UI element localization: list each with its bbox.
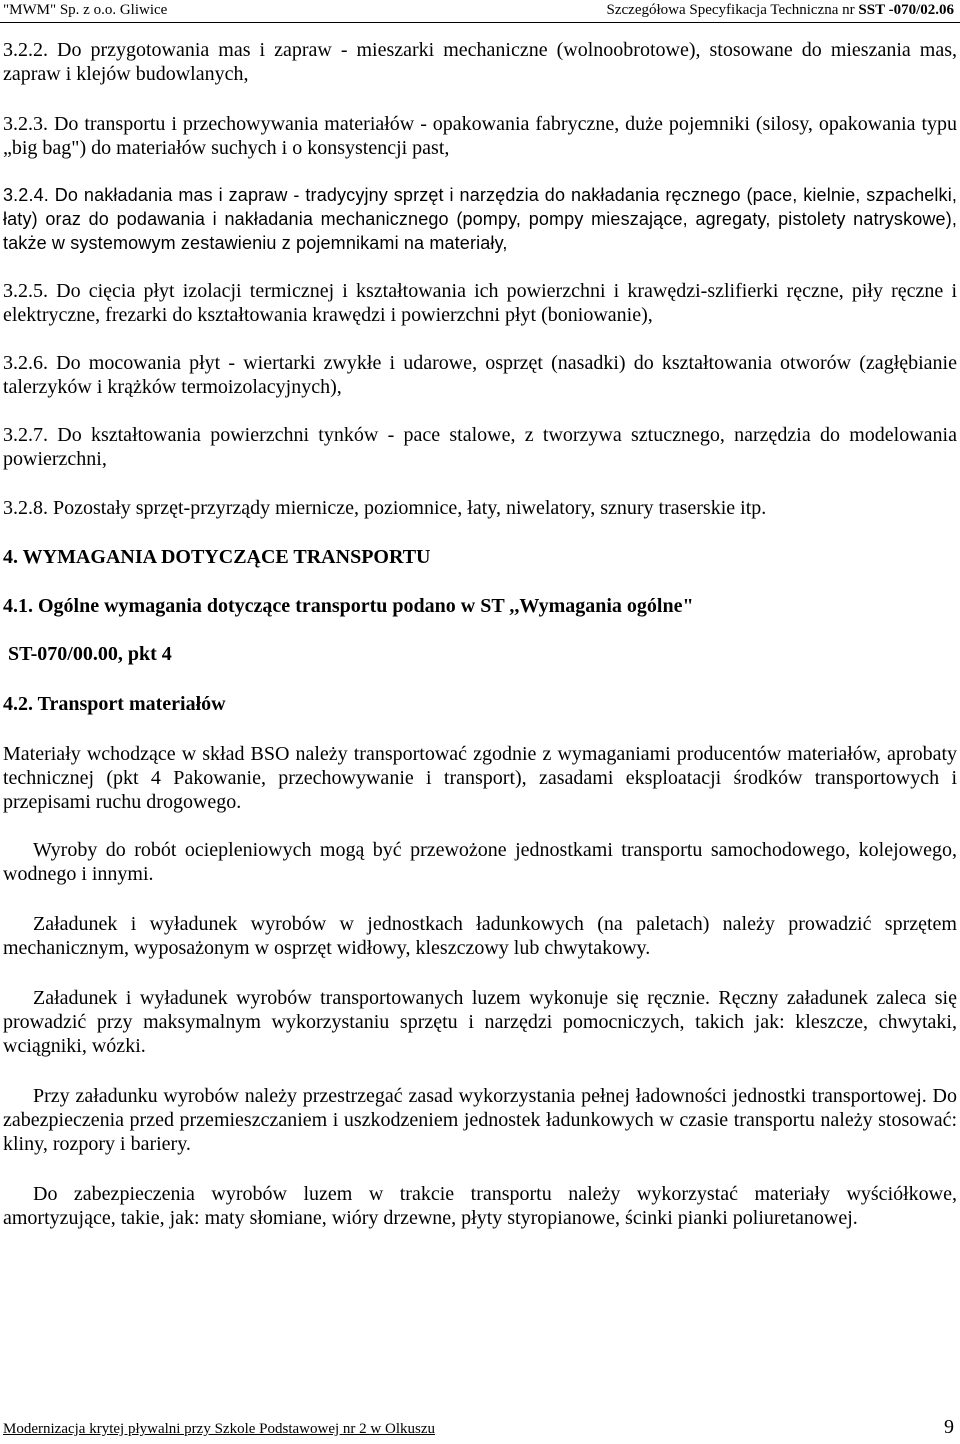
section-heading-4-2: 4.2. Transport materiałów [3, 693, 226, 715]
page-number: 9 [944, 1416, 954, 1438]
header-spec [607, 1, 954, 19]
paragraph-transport-5: Przy załadunku wyrobów należy przestrzegać zasad wykorzystania pełnej ładowności jednostki transportowej. Do zabezpieczenia przed przemieszczaniem i uszkodzeniem jednostek ładunkowych w czasie transportu należy stosować: kliny, rozpory i bariery. [3, 1085, 957, 1155]
paragraph-3-2-5: 3.2.5. Do cięcia płyt izolacji termicznej i kształtowania ich powierzchni i krawędzi-szlifierki ręczne, piły ręczne i elektryczne, frezarki do kształtowania krawędzi i powierzchni płyt (boniowanie), [3, 280, 957, 326]
paragraph-3-2-4: 3.2.4. Do nakładania mas i zapraw - tradycyjny sprzęt i narzędzia do nakładania ręcznego (pace, kielnie, szpachelki, łaty) oraz do podawania i nakładania mechanicznego (pompy, pompy mieszające, agregaty, pistolety natryskowe), także w systemowym zestawieniu z pojemnikami na materiały, [3, 185, 957, 253]
section-heading-4-1: 4.1. Ogólne wymagania dotyczące transportu podano w ST ,,Wymagania ogólne" [3, 595, 694, 617]
paragraph-transport-2: Wyroby do robót ociepleniowych mogą być przewożone jednostkami transportu samochodowego, kolejowego, wodnego i innymi. [3, 839, 957, 885]
footer-project: Modernizacja krytej pływalni przy Szkole Podstawowej nr 2 w Olkuszu [3, 1421, 435, 1437]
paragraph-3-2-2: 3.2.2. Do przygotowania mas i zapraw - mieszarki mechaniczne (wolnoobrotowe), stosowane do mieszania mas, zapraw i klejów budowlanych, [3, 39, 957, 85]
paragraph-transport-6: Do zabezpieczenia wyrobów luzem w trakcie transportu należy wykorzystać materiały wyściółkowe, amortyzujące, takie, jak: maty słomiane, wióry drzewne, płyty styropianowe, ścinki pianki poliuretanowej. [3, 1183, 957, 1229]
section-heading-4: 4. WYMAGANIA DOTYCZĄCE TRANSPORTU [3, 546, 431, 568]
page-header [0, 0, 960, 23]
header-spec-code: SST -070/02.06 [858, 2, 954, 18]
page-footer [0, 1418, 960, 1442]
document-body [3, 38, 957, 1230]
paragraph-transport-4: Załadunek i wyładunek wyrobów transportowanych luzem wykonuje się ręcznie. Ręczny załadunek zaleca się prowadzić przy maksymalnym wykorzystaniu sprzętu i narzędzi pomocniczych, takich jak: kleszcze, chwytaki, wciągniki, wózki. [3, 987, 957, 1057]
paragraph-3-2-3: 3.2.3. Do transportu i przechowywania materiałów - opakowania fabryczne, duże pojemniki (silosy, opakowania typu „big bag") do materiałów suchych i o konsystencji past, [3, 113, 957, 159]
paragraph-transport-3: Załadunek i wyładunek wyrobów w jednostkach ładunkowych (na paletach) należy prowadzić sprzętem mechanicznym, wyposażonym w osprzęt widłowy, kleszczowy lub chwytakowy. [3, 913, 957, 959]
header-spec-prefix: Szczegółowa Specyfikacja Techniczna nr [606, 2, 859, 18]
paragraph-3-2-6: 3.2.6. Do mocowania płyt - wiertarki zwykłe i udarowe, osprzęt (nasadki) do kształtowania otworów (zagłębianie talerzyków i krążków termoizolacyjnych), [3, 352, 957, 398]
paragraph-3-2-8: 3.2.8. Pozostały sprzęt-przyrządy miernicze, poziomnice, łaty, niwelatory, sznury traserskie itp. [3, 497, 767, 519]
header-company: "MWM" Sp. z o.o. Gliwice [3, 2, 168, 18]
paragraph-3-2-7: 3.2.7. Do kształtowania powierzchni tynków - pace stalowe, z tworzywa sztucznego, narzędzia do modelowania powierzchni, [3, 424, 957, 470]
section-heading-4-1-ref: ST-070/00.00, pkt 4 [3, 643, 172, 665]
paragraph-transport-1: Materiały wchodzące w skład BSO należy transportować zgodnie z wymaganiami producentów materiałów, aprobaty technicznej (pkt 4 Pakowanie, przechowywanie i transport), zasadami eksploatacji środków transportowych i przepisami ruchu drogowego. [3, 743, 957, 813]
